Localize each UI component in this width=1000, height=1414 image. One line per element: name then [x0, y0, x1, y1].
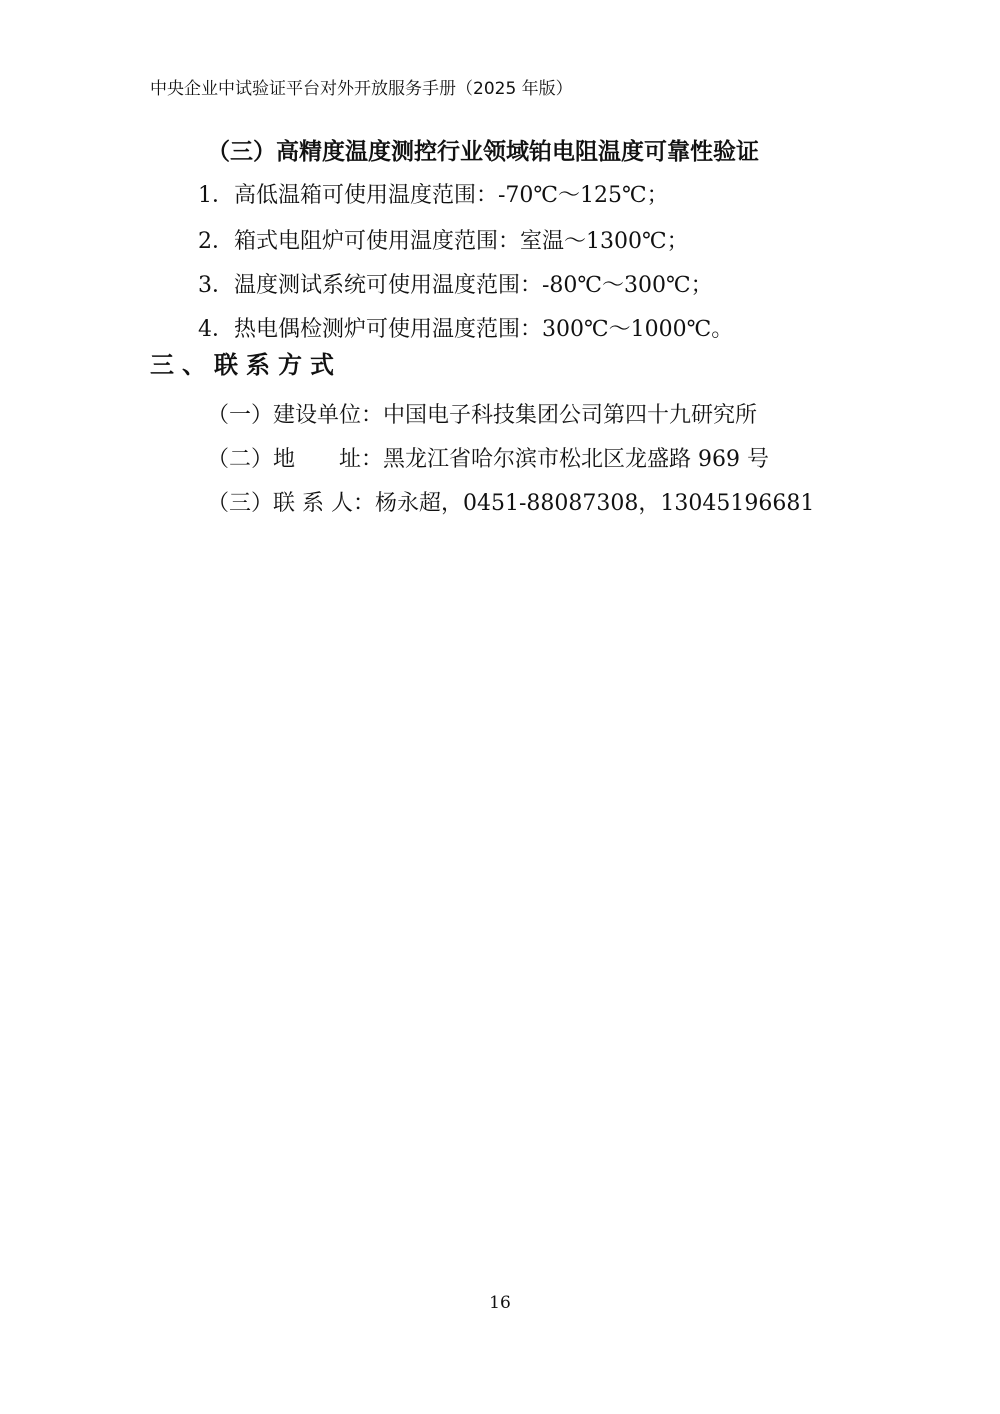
list-item: 1．高低温箱可使用温度范围：-70℃～125℃；: [198, 183, 669, 208]
contact-organization: （一）建设单位：中国电子科技集团公司第四十九研究所: [207, 403, 758, 428]
contact-person: （三）联 系 人：杨永超，0451-88087308，13045196681: [207, 491, 815, 516]
list-item: 3．温度测试系统可使用温度范围：-80℃～300℃；: [198, 273, 713, 298]
running-header: 中央企业中试验证平台对外开放服务手册（2025 年版）: [150, 79, 573, 99]
subsection-title: （三）高精度温度测控行业领域铂电阻温度可靠性验证: [207, 139, 759, 165]
page-number: 16: [489, 1293, 511, 1313]
list-item: 4．热电偶检测炉可使用温度范围：300℃～1000℃。: [198, 317, 734, 342]
section-title: 三、联系方式: [150, 351, 342, 379]
list-item: 2．箱式电阻炉可使用温度范围：室温～1300℃；: [198, 229, 689, 254]
contact-address: （二）地 址：黑龙江省哈尔滨市松北区龙盛路 969 号: [207, 447, 769, 472]
